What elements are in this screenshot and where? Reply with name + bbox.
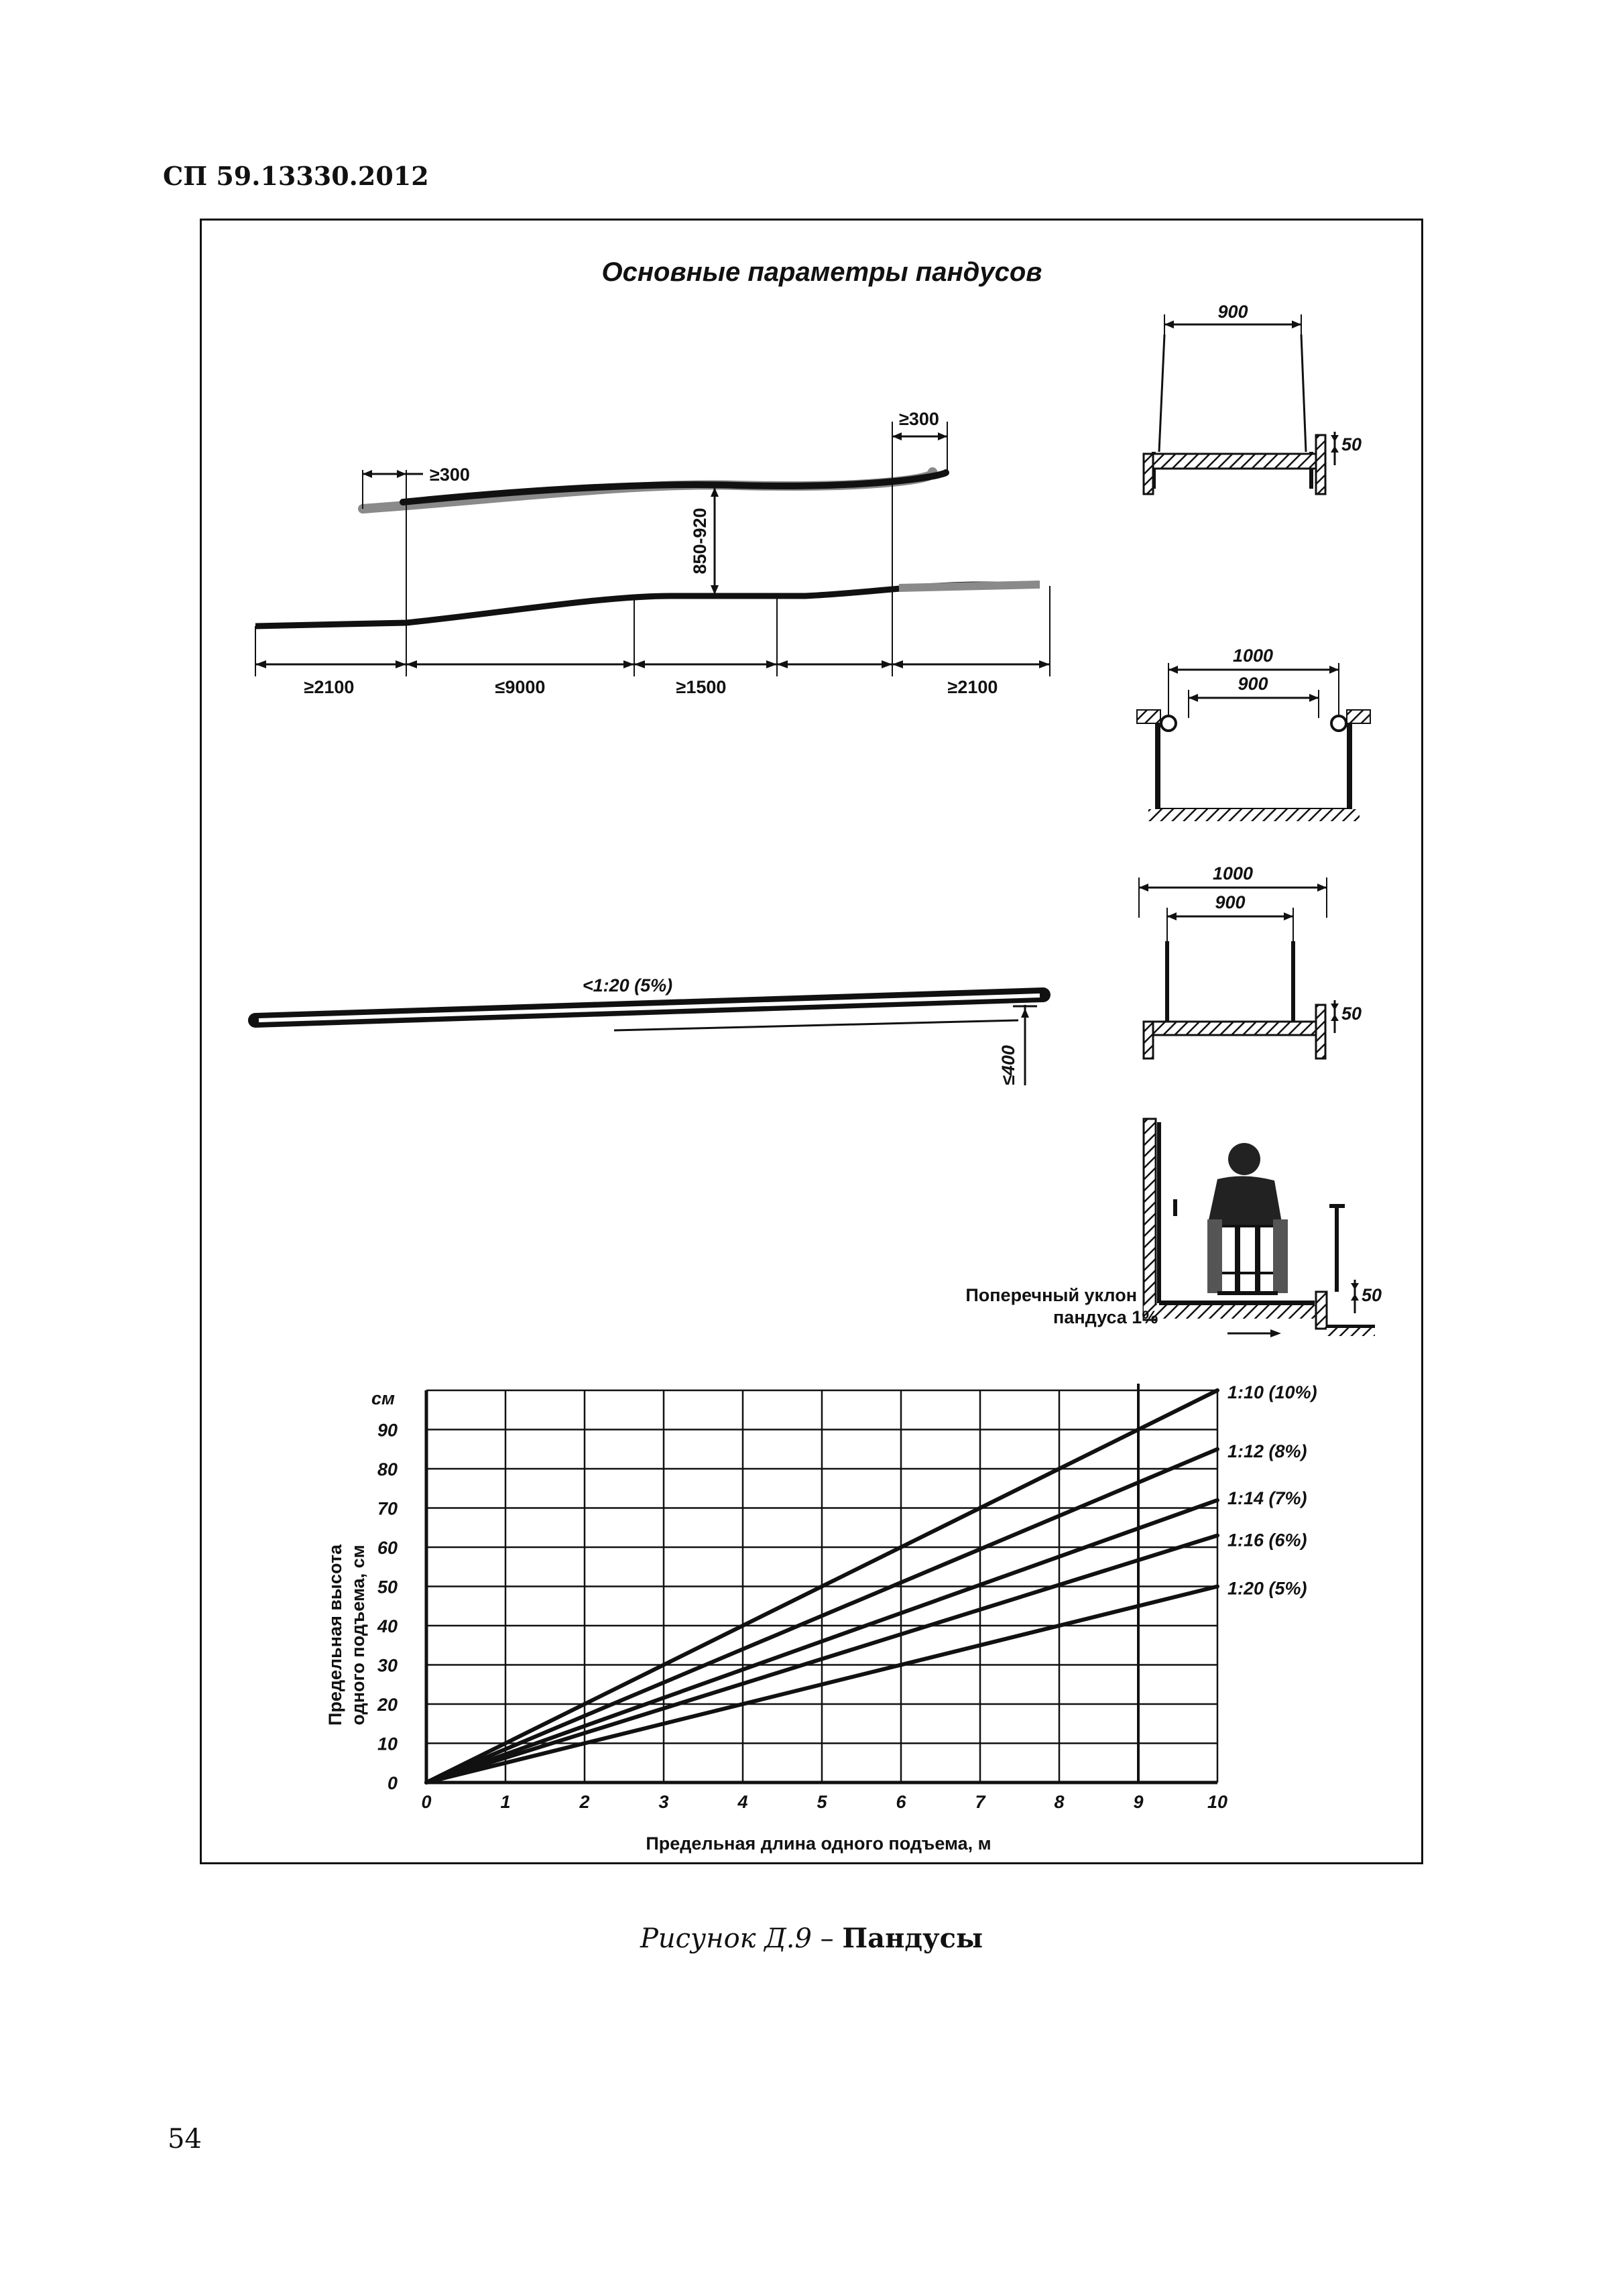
chart-y-tick-label: 60 [377, 1538, 398, 1558]
rail-extension-end: ≥300 [899, 409, 939, 429]
channel-body [1158, 720, 1349, 810]
chart-x-tick-label: 8 [1054, 1792, 1065, 1812]
page-number: 54 [168, 2124, 202, 2155]
chart [325, 1382, 1317, 1854]
slope-label: <1:20 (5%) [582, 975, 673, 995]
section-third [1139, 863, 1362, 1059]
chart-y-tick-label: 20 [377, 1695, 398, 1715]
chart-y-tick-label: 70 [377, 1498, 398, 1519]
chart-series-label: 1:16 (6%) [1227, 1530, 1307, 1551]
chart-x-tick-label: 3 [658, 1792, 669, 1812]
section-top-floor [1144, 454, 1321, 469]
wheelchair-user-icon [1207, 1143, 1288, 1293]
chart-x-tick-label: 4 [737, 1792, 748, 1812]
section-channel [1137, 646, 1370, 821]
chart-x-tick-label: 7 [975, 1792, 985, 1812]
segment-label-3: ≥1500 [676, 677, 727, 697]
channel-outer-width: 1000 [1232, 646, 1274, 666]
segment-label-2: ≤9000 [495, 677, 546, 697]
ramp-side-view [255, 409, 1050, 697]
chart-y-tick-label: 30 [377, 1655, 398, 1676]
section-third-curb: 50 [1341, 1004, 1362, 1024]
section-top-width: 900 [1217, 302, 1248, 322]
segment-label-4: ≥2100 [947, 677, 998, 697]
chart-y-tick-label: 0 [387, 1773, 398, 1793]
figure-caption [0, 1923, 1623, 1954]
chart-xlabel: Предельная длина одного подъема, м [646, 1833, 991, 1854]
chart-ylabel-line-2: одного подъема, см [348, 1545, 368, 1726]
ramp-slope-view [255, 975, 1043, 1085]
section-top [1144, 302, 1362, 494]
chart-x-tick-label: 6 [896, 1792, 906, 1812]
figure-drawing [202, 221, 1425, 1866]
chart-y-unit: см [371, 1388, 395, 1408]
chart-y-tick-label: 80 [377, 1459, 398, 1479]
caption-text: Пандусы [842, 1923, 983, 1954]
cross-slope-line-1: Поперечный уклон [965, 1285, 1137, 1305]
section-third-outer-width: 1000 [1212, 863, 1254, 884]
segment-label-1: ≥2100 [304, 677, 355, 697]
rail-extension-start: ≥300 [430, 465, 470, 485]
cross-slope-line-2: пандуса 1% [1053, 1307, 1158, 1327]
chart-series-label: 1:10 (10%) [1227, 1382, 1317, 1402]
wheelchair-curb: 50 [1362, 1285, 1382, 1305]
caption-prefix: Рисунок Д.9 [640, 1923, 812, 1954]
section-top-curb: 50 [1341, 434, 1362, 455]
section-third-inner-width: 900 [1215, 892, 1246, 912]
chart-series-label: 1:12 (8%) [1227, 1441, 1307, 1461]
chart-x-tick-label: 9 [1133, 1792, 1144, 1812]
chart-x-tick-label: 5 [817, 1792, 827, 1812]
figure-title: Основные параметры пандусов [601, 257, 1042, 287]
slope-height-label: ≤400 [998, 1045, 1018, 1085]
chart-y-tick-label: 40 [377, 1616, 398, 1636]
chart-y-tick-label: 50 [377, 1577, 398, 1597]
chart-y-tick-label: 10 [377, 1734, 398, 1754]
section-wheelchair [965, 1119, 1382, 1337]
channel-inner-width: 900 [1238, 674, 1268, 694]
chart-ylabel-line-1: Предельная высота [325, 1544, 345, 1726]
chart-x-tick-label: 0 [421, 1792, 432, 1812]
chart-x-tick-label: 1 [500, 1792, 511, 1812]
chart-x-tick-label: 10 [1207, 1792, 1228, 1812]
chart-series-labels [1227, 1382, 1317, 1599]
chart-x-tick-label: 2 [579, 1792, 590, 1812]
document-code: СП 59.13330.2012 [163, 161, 429, 191]
rail-height-label: 850-920 [690, 507, 710, 575]
chart-series-label: 1:20 (5%) [1227, 1578, 1307, 1599]
figure-frame [200, 219, 1423, 1864]
caption-separator: – [811, 1923, 843, 1954]
chart-series-label: 1:14 (7%) [1227, 1488, 1307, 1508]
chart-y-tick-label: 90 [377, 1420, 398, 1441]
